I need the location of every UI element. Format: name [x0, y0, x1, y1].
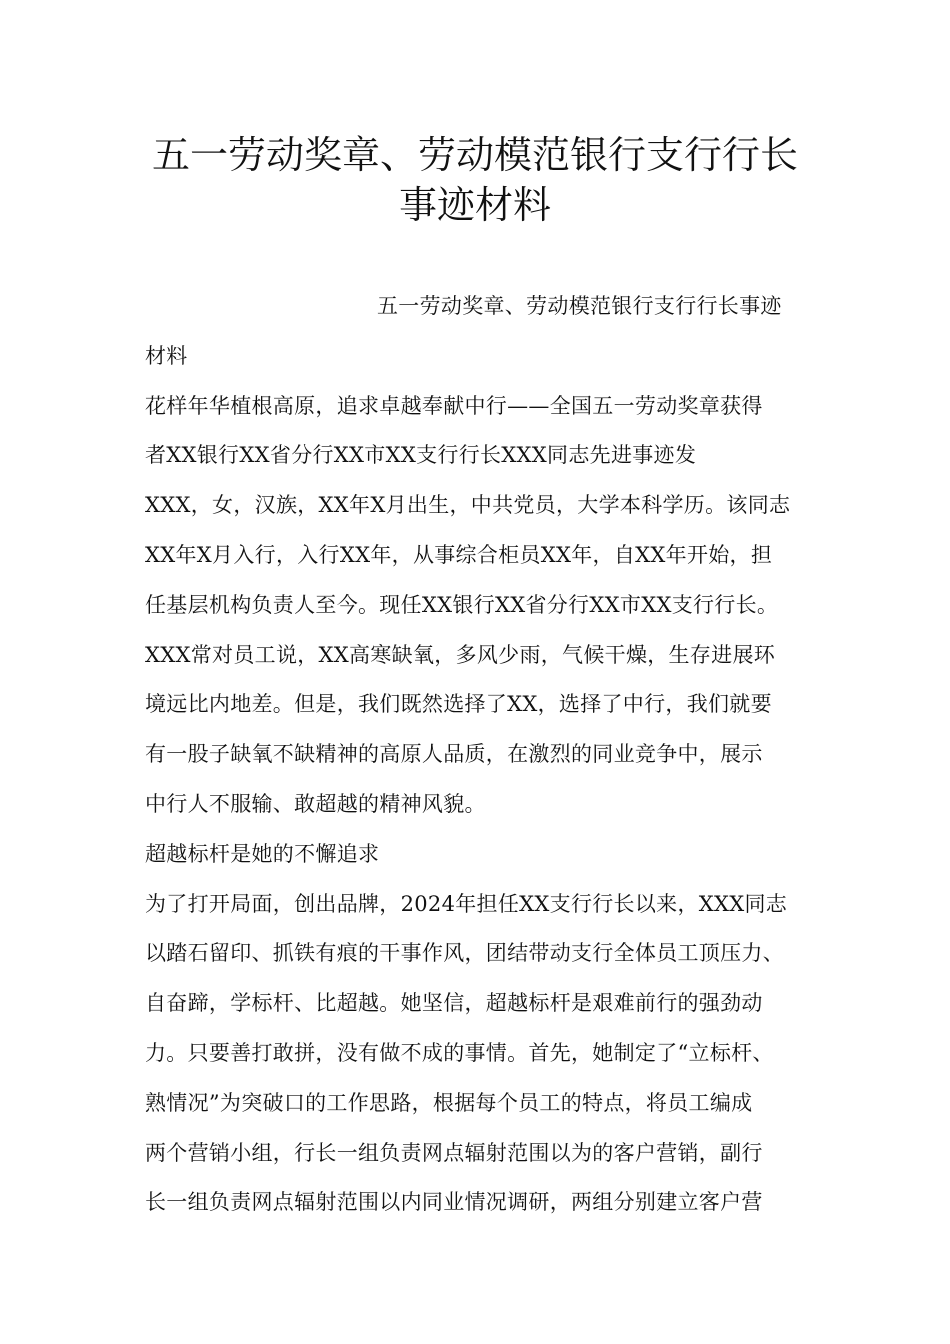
body-line: 者XX银行XX省分行XX市XX支行行长XXX同志先进事迹发	[145, 443, 697, 468]
body-line: 中行人不服输、敢超越的精神风貌。	[145, 791, 486, 816]
body-line: 长一组负责网点辐射范围以内同业情况调研，两组分别建立客户营	[145, 1190, 763, 1215]
body-line: 任基层机构负责人至今。现任XX银行XX省分行XX市XX支行行长。	[145, 592, 779, 617]
body-line: 为了打开局面，创出品牌，2024年担任XX支行行长以来，XXX同志	[145, 891, 788, 916]
document-title-line-1: 五一劳动奖章、劳动模范银行支行行长	[151, 133, 798, 177]
body-line: XXX，女，汉族，XX年X月出生，中共党员，大学本科学历。该同志	[145, 493, 791, 518]
subtitle-line: 五一劳动奖章、劳动模范银行支行行长事迹	[377, 294, 782, 318]
body-line: XXX常对员工说，XX高寒缺氧，多风少雨，气候干燥，生存进展环	[145, 642, 776, 667]
body-line: 花样年华植根高原，追求卓越奉献中行——全国五一劳动奖章获得	[145, 393, 763, 418]
body-line: 境远比内地差。但是，我们既然选择了XX，选择了中行，我们就要	[145, 692, 772, 717]
body-line: 力。只要善打敢拼，没有做不成的事情。首先，她制定了“立标杆、	[145, 1040, 774, 1065]
body-line: XX年X月入行，入行XX年，从事综合柜员XX年，自XX年开始，担	[145, 542, 773, 567]
body-line: 以踏石留印、抓铁有痕的干事作风，团结带动支行全体员工顶压力、	[145, 941, 784, 966]
body-line: 自奋蹄，学标杆、比超越。她坚信，超越标杆是艰难前行的强劲动	[145, 991, 763, 1016]
document-body	[145, 282, 835, 1228]
document-title-line-2: 事迹材料	[398, 183, 551, 227]
section-heading: 超越标杆是她的不懈追求	[145, 841, 380, 866]
body-line: 两个营销小组，行长一组负责网点辐射范围以为的客户营销，副行	[145, 1140, 763, 1165]
document-title	[100, 130, 850, 230]
body-line: 熟情况”为突破口的工作思路，根据每个员工的特点，将员工编成	[145, 1090, 753, 1115]
subtitle-line-continued: 材料	[145, 343, 188, 368]
body-line: 有一股子缺氧不缺精神的高原人品质，在激烈的同业竞争中，展示	[145, 742, 763, 767]
